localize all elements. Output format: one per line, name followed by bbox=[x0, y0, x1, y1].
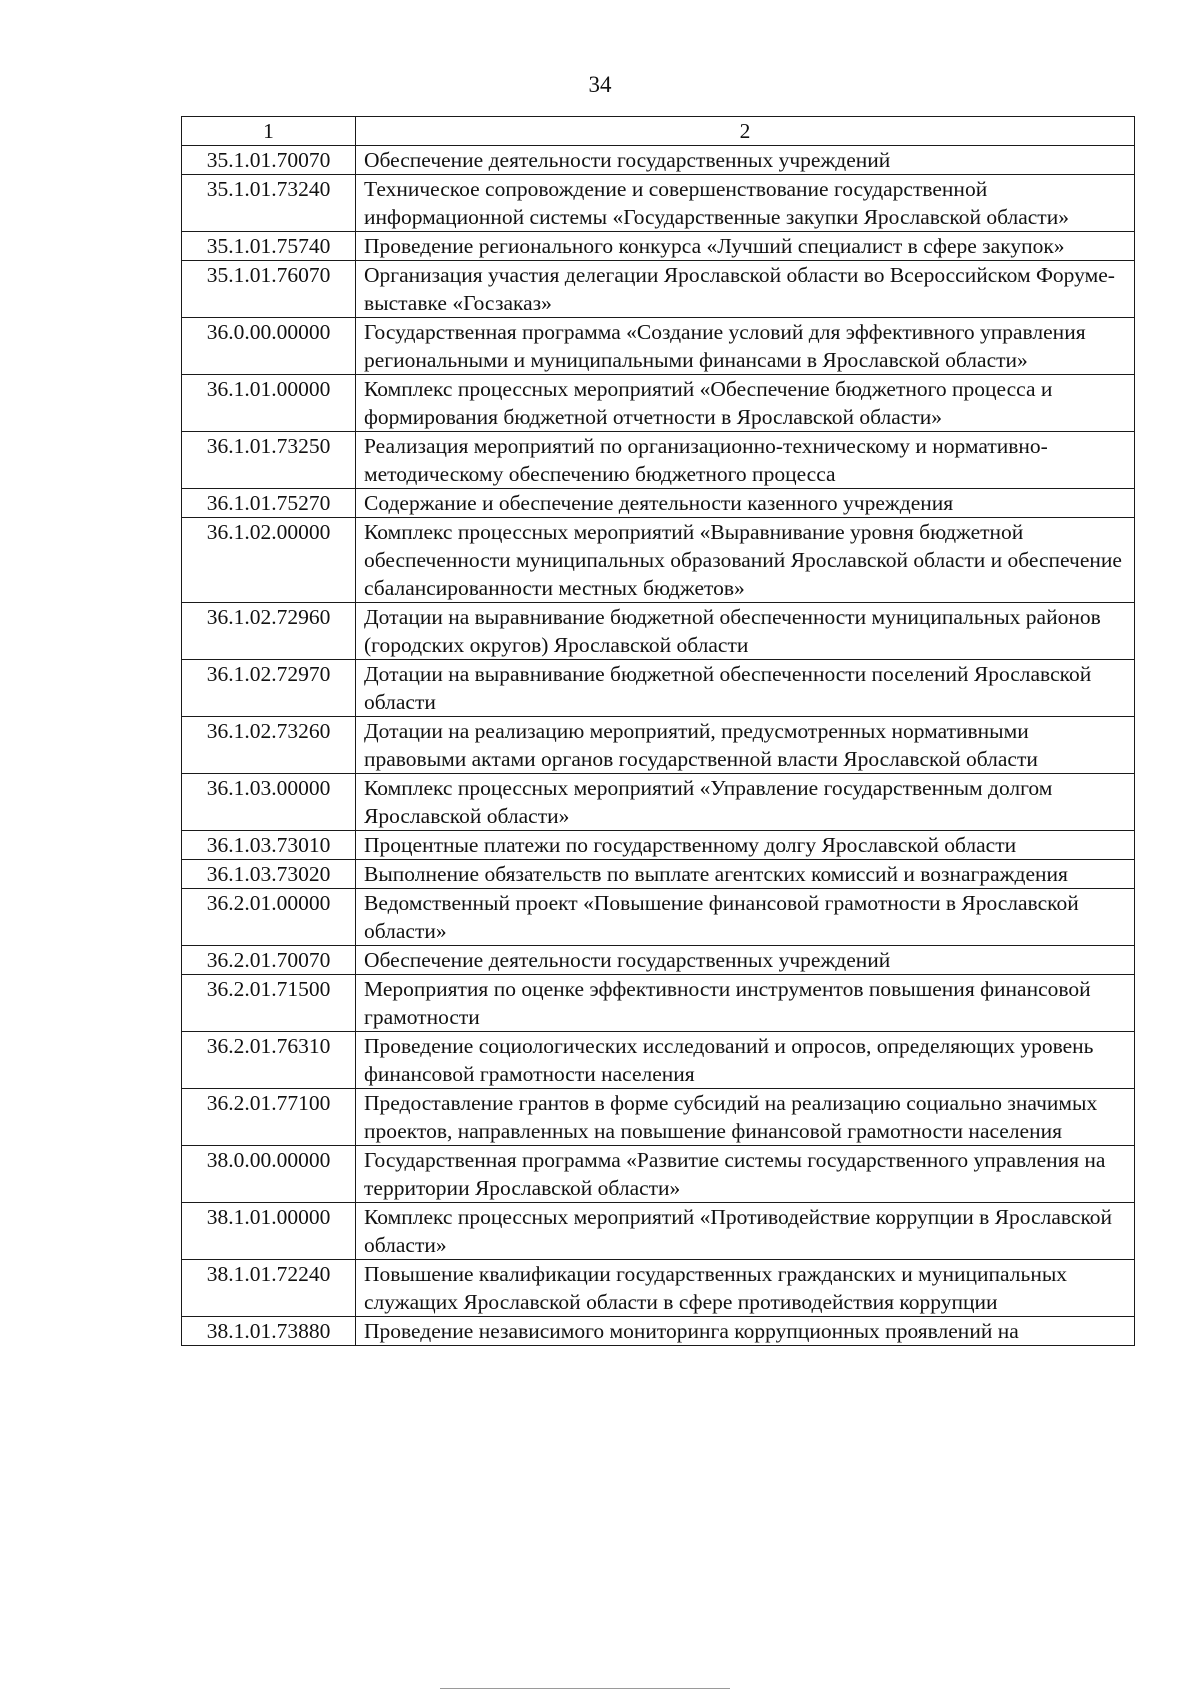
row-name-cell: Проведение социологических исследований и опросов, определяющих уровень финансовой грамотности населения bbox=[356, 1032, 1135, 1089]
row-name-cell: Техническое сопровождение и совершенствование государственной информационной системы «Государственные закупки Ярославской области» bbox=[356, 175, 1135, 232]
table-header bbox=[182, 117, 1135, 146]
table-row bbox=[182, 1089, 1135, 1146]
table-row bbox=[182, 717, 1135, 774]
table-row bbox=[182, 975, 1135, 1032]
row-name-cell: Процентные платежи по государственному долгу Ярославской области bbox=[356, 831, 1135, 860]
table-row bbox=[182, 946, 1135, 975]
row-code-cell: 35.1.01.73240 bbox=[182, 175, 356, 232]
row-name-cell: Организация участия делегации Ярославской области во Всероссийском Форуме-выставке «Госзаказ» bbox=[356, 261, 1135, 318]
footer-rule bbox=[440, 1688, 730, 1689]
row-code-cell: 36.1.01.73250 bbox=[182, 432, 356, 489]
table-row bbox=[182, 261, 1135, 318]
row-code-cell: 36.2.01.71500 bbox=[182, 975, 356, 1032]
column-header-code: 1 bbox=[182, 117, 356, 146]
row-code-cell: 36.1.02.72960 bbox=[182, 603, 356, 660]
table-row bbox=[182, 1203, 1135, 1260]
row-code-cell: 36.1.03.00000 bbox=[182, 774, 356, 831]
column-header-name: 2 bbox=[356, 117, 1135, 146]
row-code-cell: 36.2.01.76310 bbox=[182, 1032, 356, 1089]
row-code-cell: 36.2.01.70070 bbox=[182, 946, 356, 975]
row-name-cell: Комплекс процессных мероприятий «Обеспечение бюджетного процесса и формирования бюджетной отчетности в Ярославской области» bbox=[356, 375, 1135, 432]
row-code-cell: 35.1.01.75740 bbox=[182, 232, 356, 261]
row-name-cell: Предоставление грантов в форме субсидий на реализацию социально значимых проектов, направленных на повышение финансовой грамотности населения bbox=[356, 1089, 1135, 1146]
table-row bbox=[182, 489, 1135, 518]
row-code-cell: 35.1.01.70070 bbox=[182, 146, 356, 175]
table-row bbox=[182, 1317, 1135, 1346]
row-code-cell: 36.1.02.00000 bbox=[182, 518, 356, 603]
row-name-cell: Государственная программа «Развитие системы государственного управления на территории Ярославской области» bbox=[356, 1146, 1135, 1203]
row-code-cell: 38.1.01.73880 bbox=[182, 1317, 356, 1346]
table-row bbox=[182, 860, 1135, 889]
row-code-cell: 35.1.01.76070 bbox=[182, 261, 356, 318]
table-row bbox=[182, 603, 1135, 660]
row-code-cell: 36.1.03.73020 bbox=[182, 860, 356, 889]
row-name-cell: Проведение независимого мониторинга коррупционных проявлений на bbox=[356, 1317, 1135, 1346]
table-row bbox=[182, 1032, 1135, 1089]
row-name-cell: Государственная программа «Создание условий для эффективного управления региональными и муниципальными финансами в Ярославской области» bbox=[356, 318, 1135, 375]
row-code-cell: 36.1.01.75270 bbox=[182, 489, 356, 518]
table-row bbox=[182, 232, 1135, 261]
row-name-cell: Обеспечение деятельности государственных учреждений bbox=[356, 946, 1135, 975]
row-name-cell: Мероприятия по оценке эффективности инструментов повышения финансовой грамотности bbox=[356, 975, 1135, 1032]
row-name-cell: Повышение квалификации государственных гражданских и муниципальных служащих Ярославской области в сфере противодействия коррупции bbox=[356, 1260, 1135, 1317]
row-name-cell: Выполнение обязательств по выплате агентских комиссий и вознаграждения bbox=[356, 860, 1135, 889]
row-code-cell: 38.1.01.72240 bbox=[182, 1260, 356, 1317]
row-code-cell: 36.2.01.00000 bbox=[182, 889, 356, 946]
table-row bbox=[182, 660, 1135, 717]
table-row bbox=[182, 146, 1135, 175]
row-name-cell: Проведение регионального конкурса «Лучший специалист в сфере закупок» bbox=[356, 232, 1135, 261]
page-number: 34 bbox=[588, 72, 612, 97]
table-row bbox=[182, 375, 1135, 432]
table-row bbox=[182, 432, 1135, 489]
row-name-cell: Обеспечение деятельности государственных учреждений bbox=[356, 146, 1135, 175]
table-header-row bbox=[182, 117, 1135, 146]
table-row bbox=[182, 518, 1135, 603]
row-name-cell: Дотации на выравнивание бюджетной обеспеченности муниципальных районов (городских округов) Ярославской области bbox=[356, 603, 1135, 660]
table-row bbox=[182, 1146, 1135, 1203]
row-code-cell: 36.1.03.73010 bbox=[182, 831, 356, 860]
row-name-cell: Дотации на реализацию мероприятий, предусмотренных нормативными правовыми актами органов государственной власти Ярославской области bbox=[356, 717, 1135, 774]
row-name-cell: Содержание и обеспечение деятельности казенного учреждения bbox=[356, 489, 1135, 518]
row-code-cell: 36.1.01.00000 bbox=[182, 375, 356, 432]
table-body bbox=[182, 146, 1135, 1346]
row-code-cell: 36.1.02.73260 bbox=[182, 717, 356, 774]
table-row bbox=[182, 831, 1135, 860]
row-name-cell: Комплекс процессных мероприятий «Выравнивание уровня бюджетной обеспеченности муниципальных образований Ярославской области и обеспечение сбалансированности местных бюджетов» bbox=[356, 518, 1135, 603]
table-row bbox=[182, 318, 1135, 375]
table-row bbox=[182, 889, 1135, 946]
row-code-cell: 38.1.01.00000 bbox=[182, 1203, 356, 1260]
row-name-cell: Ведомственный проект «Повышение финансовой грамотности в Ярославской области» bbox=[356, 889, 1135, 946]
row-name-cell: Комплекс процессных мероприятий «Управление государственным долгом Ярославской области» bbox=[356, 774, 1135, 831]
row-code-cell: 36.2.01.77100 bbox=[182, 1089, 356, 1146]
row-name-cell: Реализация мероприятий по организационно-техническому и нормативно-методическому обеспечению бюджетного процесса bbox=[356, 432, 1135, 489]
table-row bbox=[182, 1260, 1135, 1317]
row-name-cell: Комплекс процессных мероприятий «Противодействие коррупции в Ярославской области» bbox=[356, 1203, 1135, 1260]
row-code-cell: 36.0.00.00000 bbox=[182, 318, 356, 375]
table-row bbox=[182, 774, 1135, 831]
row-name-cell: Дотации на выравнивание бюджетной обеспеченности поселений Ярославской области bbox=[356, 660, 1135, 717]
row-code-cell: 36.1.02.72970 bbox=[182, 660, 356, 717]
classification-table bbox=[181, 116, 1135, 1346]
row-code-cell: 38.0.00.00000 bbox=[182, 1146, 356, 1203]
table-row bbox=[182, 175, 1135, 232]
